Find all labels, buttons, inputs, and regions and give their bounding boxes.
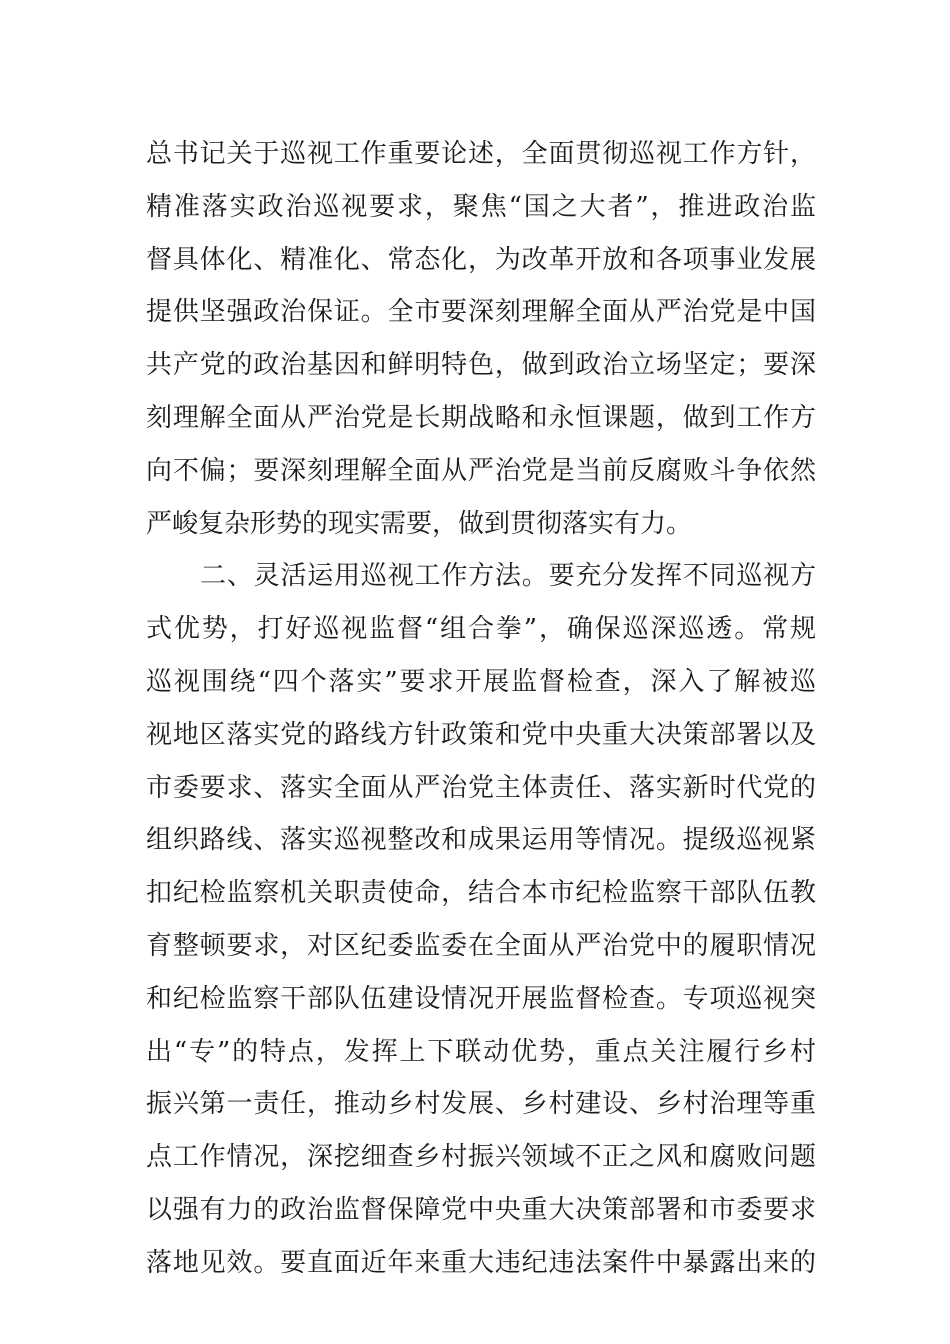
text-line: 式优势，打好巡视监督“组合拳”，确保巡深巡透。常规 [146, 614, 816, 645]
section-heading-line: 二、灵活运用巡视工作方法。要充分发挥不同巡视方 [200, 561, 816, 592]
text-line: 组织路线、落实巡视整改和成果运用等情况。提级巡视紧 [146, 825, 816, 856]
text-line: 视地区落实党的路线方针政策和党中央重大决策部署以及 [146, 719, 816, 750]
body-text [146, 128, 816, 1290]
text-line: 育整顿要求，对区纪委监委在全面从严治党中的履职情况 [146, 930, 816, 961]
text-line: 出“专”的特点，发挥上下联动优势，重点关注履行乡村 [146, 1036, 816, 1067]
text-line: 向不偏；要深刻理解全面从严治党是当前反腐败斗争依然 [146, 455, 816, 486]
text-line: 严峻复杂形势的现实需要，做到贯彻落实有力。 [146, 508, 693, 539]
text-line: 精准落实政治巡视要求，聚焦“国之大者”，推进政治监 [146, 191, 816, 222]
text-line: 点工作情况，深挖细查乡村振兴领域不正之风和腐败问题 [146, 1142, 816, 1173]
text-line: 扣纪检监察机关职责使命，结合本市纪检监察干部队伍教 [146, 878, 816, 909]
text-line: 总书记关于巡视工作重要论述，全面贯彻巡视工作方针， [146, 139, 816, 169]
text-line: 共产党的政治基因和鲜明特色，做到政治立场坚定；要深 [146, 350, 816, 381]
text-line: 以强有力的政治监督保障党中央重大决策部署和市委要求 [146, 1194, 816, 1225]
text-line: 和纪检监察干部队伍建设情况开展监督检查。专项巡视突 [146, 983, 816, 1014]
text-line: 巡视围绕“四个落实”要求开展监督检查，深入了解被巡 [146, 666, 816, 697]
text-line: 督具体化、精准化、常态化，为改革开放和各项事业发展 [146, 244, 816, 275]
text-line: 落地见效。要直面近年来重大违纪违法案件中暴露出来的 [146, 1247, 816, 1278]
text-line: 刻理解全面从严治党是长期战略和永恒课题，做到工作方 [146, 402, 816, 433]
text-line: 提供坚强政治保证。全市要深刻理解全面从严治党是中国 [146, 297, 816, 328]
text-line: 振兴第一责任，推动乡村发展、乡村建设、乡村治理等重 [146, 1089, 816, 1120]
text-line: 市委要求、落实全面从严治党主体责任、落实新时代党的 [146, 772, 816, 803]
